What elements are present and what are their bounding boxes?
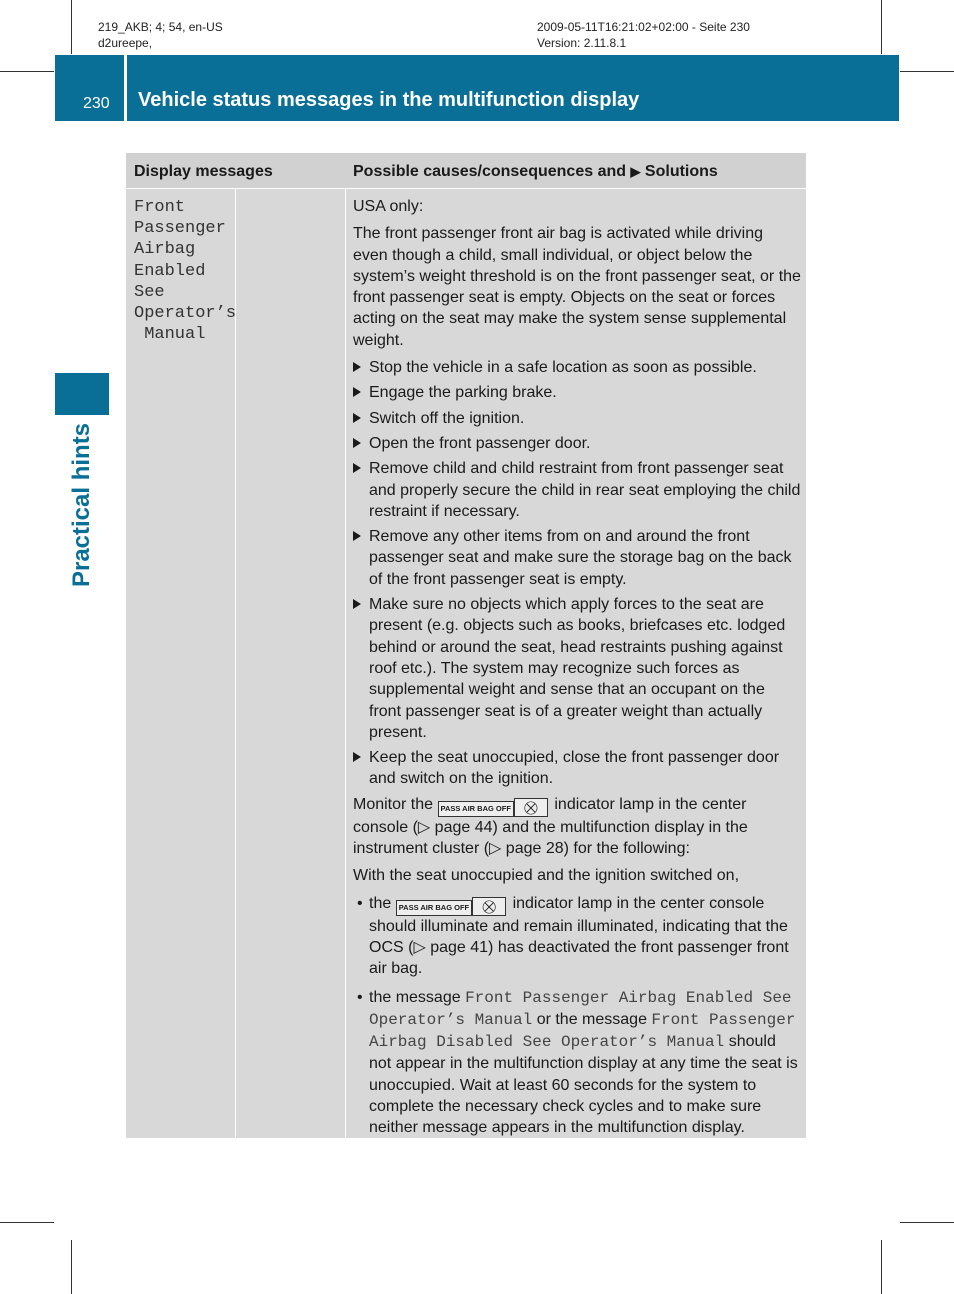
text: the message [369, 988, 461, 1006]
page-reference: ▷ page 44 [417, 818, 493, 836]
solution-steps [353, 357, 801, 790]
text: Monitor the [353, 795, 434, 813]
section-tab [55, 373, 109, 415]
step-text: Stop the vehicle in a safe location as soon as possible. [369, 359, 757, 377]
print-meta-left [98, 19, 223, 51]
condition-text: With the seat unoccupied and the ignition switched on, [353, 867, 740, 885]
check-item [353, 893, 801, 980]
section-label: Practical hints [68, 422, 95, 588]
display-message-inline: Front Passenger Airbag Enabled See Operator’s Manual [369, 988, 792, 1029]
crop-mark [71, 0, 72, 54]
step-text: Switch off the ignition. [369, 409, 525, 427]
page-reference: ▷ page 28 [489, 840, 564, 858]
causes-solutions [353, 196, 801, 1146]
solution-step [353, 382, 801, 403]
step-arrow-icon [353, 387, 361, 397]
text: or the message [536, 1010, 647, 1028]
solution-step [353, 408, 801, 429]
text: ) has deactivated the front passenger front air bag. [369, 938, 789, 978]
display-message-inline: Front Passenger Airbag Disabled See Operator’s Manual [369, 1010, 796, 1052]
meta-line: 219_AKB; 4; 54, en-US [98, 20, 223, 34]
crop-mark [0, 71, 54, 72]
text: ) for the following: [563, 840, 690, 858]
text: ) and the multifunction display in the instrument cluster ( [353, 818, 748, 858]
table-header [126, 153, 806, 188]
step-text: Remove any other items from on and around the front passenger seat and make sure the storage bag on the back of the front passenger seat is empty. [369, 528, 792, 588]
crop-mark [881, 1240, 882, 1294]
message-line: Airbag [134, 240, 196, 260]
step-text: Make sure no objects which apply forces to the seat are present (e.g. objects such as books, briefcases etc. lodged behind or around the seat, head restraints pushing against roof etc.). The system may recognize such forces as supplemental weight and sense that an occupant on the front passenger seat is of a greater weight than actually present. [369, 596, 786, 741]
step-arrow-icon [353, 438, 361, 448]
column-header-messages: Display messages [134, 163, 273, 180]
step-arrow-icon [353, 599, 361, 609]
step-text: Remove child and child restraint from front passenger seat and properly secure the child in rear seat employing the child restraint if necessary. [369, 460, 801, 520]
text: indicator lamp in the center console should illuminate and remain illuminated, indicating that the OCS ( [369, 894, 788, 956]
message-line: Enabled [134, 261, 206, 281]
crop-mark [900, 71, 954, 72]
step-text: Keep the seat unoccupied, close the front passenger door and switch on the ignition. [369, 749, 780, 788]
text: should not appear in the multifunction display at any time the seat is unoccupied. Wait at least 60 seconds for the system to complete the necessary check cycles and to make sure neither message appears in the multifunction display. [369, 1033, 798, 1137]
step-arrow-icon [353, 362, 361, 372]
bullet: • [357, 988, 363, 1006]
column-header-text: Possible causes/consequences and [353, 163, 627, 180]
meta-line: d2ureepe, [98, 36, 153, 50]
message-line: See [134, 282, 165, 302]
solution-step [353, 594, 801, 743]
step-arrow-icon [353, 531, 361, 541]
solution-step [353, 458, 801, 522]
crop-mark [900, 1222, 954, 1223]
step-arrow-icon [353, 413, 361, 423]
page-title: Vehicle status messages in the multifunction display [138, 89, 640, 111]
solution-step [353, 433, 801, 454]
meta-line: 2009-05-11T16:21:02+02:00 - Seite 230 [537, 20, 750, 34]
column-header-text: Solutions [644, 163, 718, 180]
arrow-right-icon: ▶ [630, 164, 641, 179]
step-text: Engage the parking brake. [369, 384, 557, 402]
print-meta-right [537, 19, 750, 51]
text: indicator lamp in the center console ( [353, 795, 747, 836]
page-number: 230 [83, 95, 110, 112]
step-arrow-icon [353, 463, 361, 473]
message-line: Passenger [134, 219, 226, 239]
column-header-causes [353, 163, 718, 181]
solution-step [353, 747, 801, 790]
step-text: Open the front passenger door. [369, 434, 591, 452]
child-seat-icon: ⛒ [472, 897, 506, 916]
crop-mark [71, 1240, 72, 1294]
pass-air-bag-off-lamp-icon: PASS AIR BAG OFF [396, 900, 472, 916]
check-item [353, 987, 801, 1139]
page-reference: ▷ page 41 [413, 938, 489, 956]
message-line: Front [134, 198, 186, 217]
display-message [134, 197, 237, 345]
text: the [369, 894, 392, 912]
step-arrow-icon [353, 752, 361, 762]
spacer-column [236, 189, 345, 1138]
solution-step [353, 526, 801, 590]
message-line: Operator’s [134, 304, 237, 324]
crop-mark [881, 0, 882, 54]
pass-air-bag-off-lamp-icon: PASS AIR BAG OFF [438, 801, 514, 817]
header-divider [124, 55, 127, 121]
message-line: Manual [134, 325, 206, 345]
cause-description: The front passenger front air bag is activated while driving even though a child, small individual, or object below the system’s weight threshold is on the front passenger seat, or the front passenger seat is empty. Objects on the seat or forces acting on the seat may make the system sense supplemental weight. [353, 225, 801, 349]
monitor-instruction [353, 794, 801, 860]
bullet: • [357, 894, 363, 912]
crop-mark [0, 1222, 54, 1223]
meta-line: Version: 2.11.8.1 [537, 36, 627, 50]
solution-step [353, 357, 801, 378]
child-seat-icon: ⛒ [514, 798, 548, 817]
usa-only-note: USA only: [353, 198, 424, 215]
